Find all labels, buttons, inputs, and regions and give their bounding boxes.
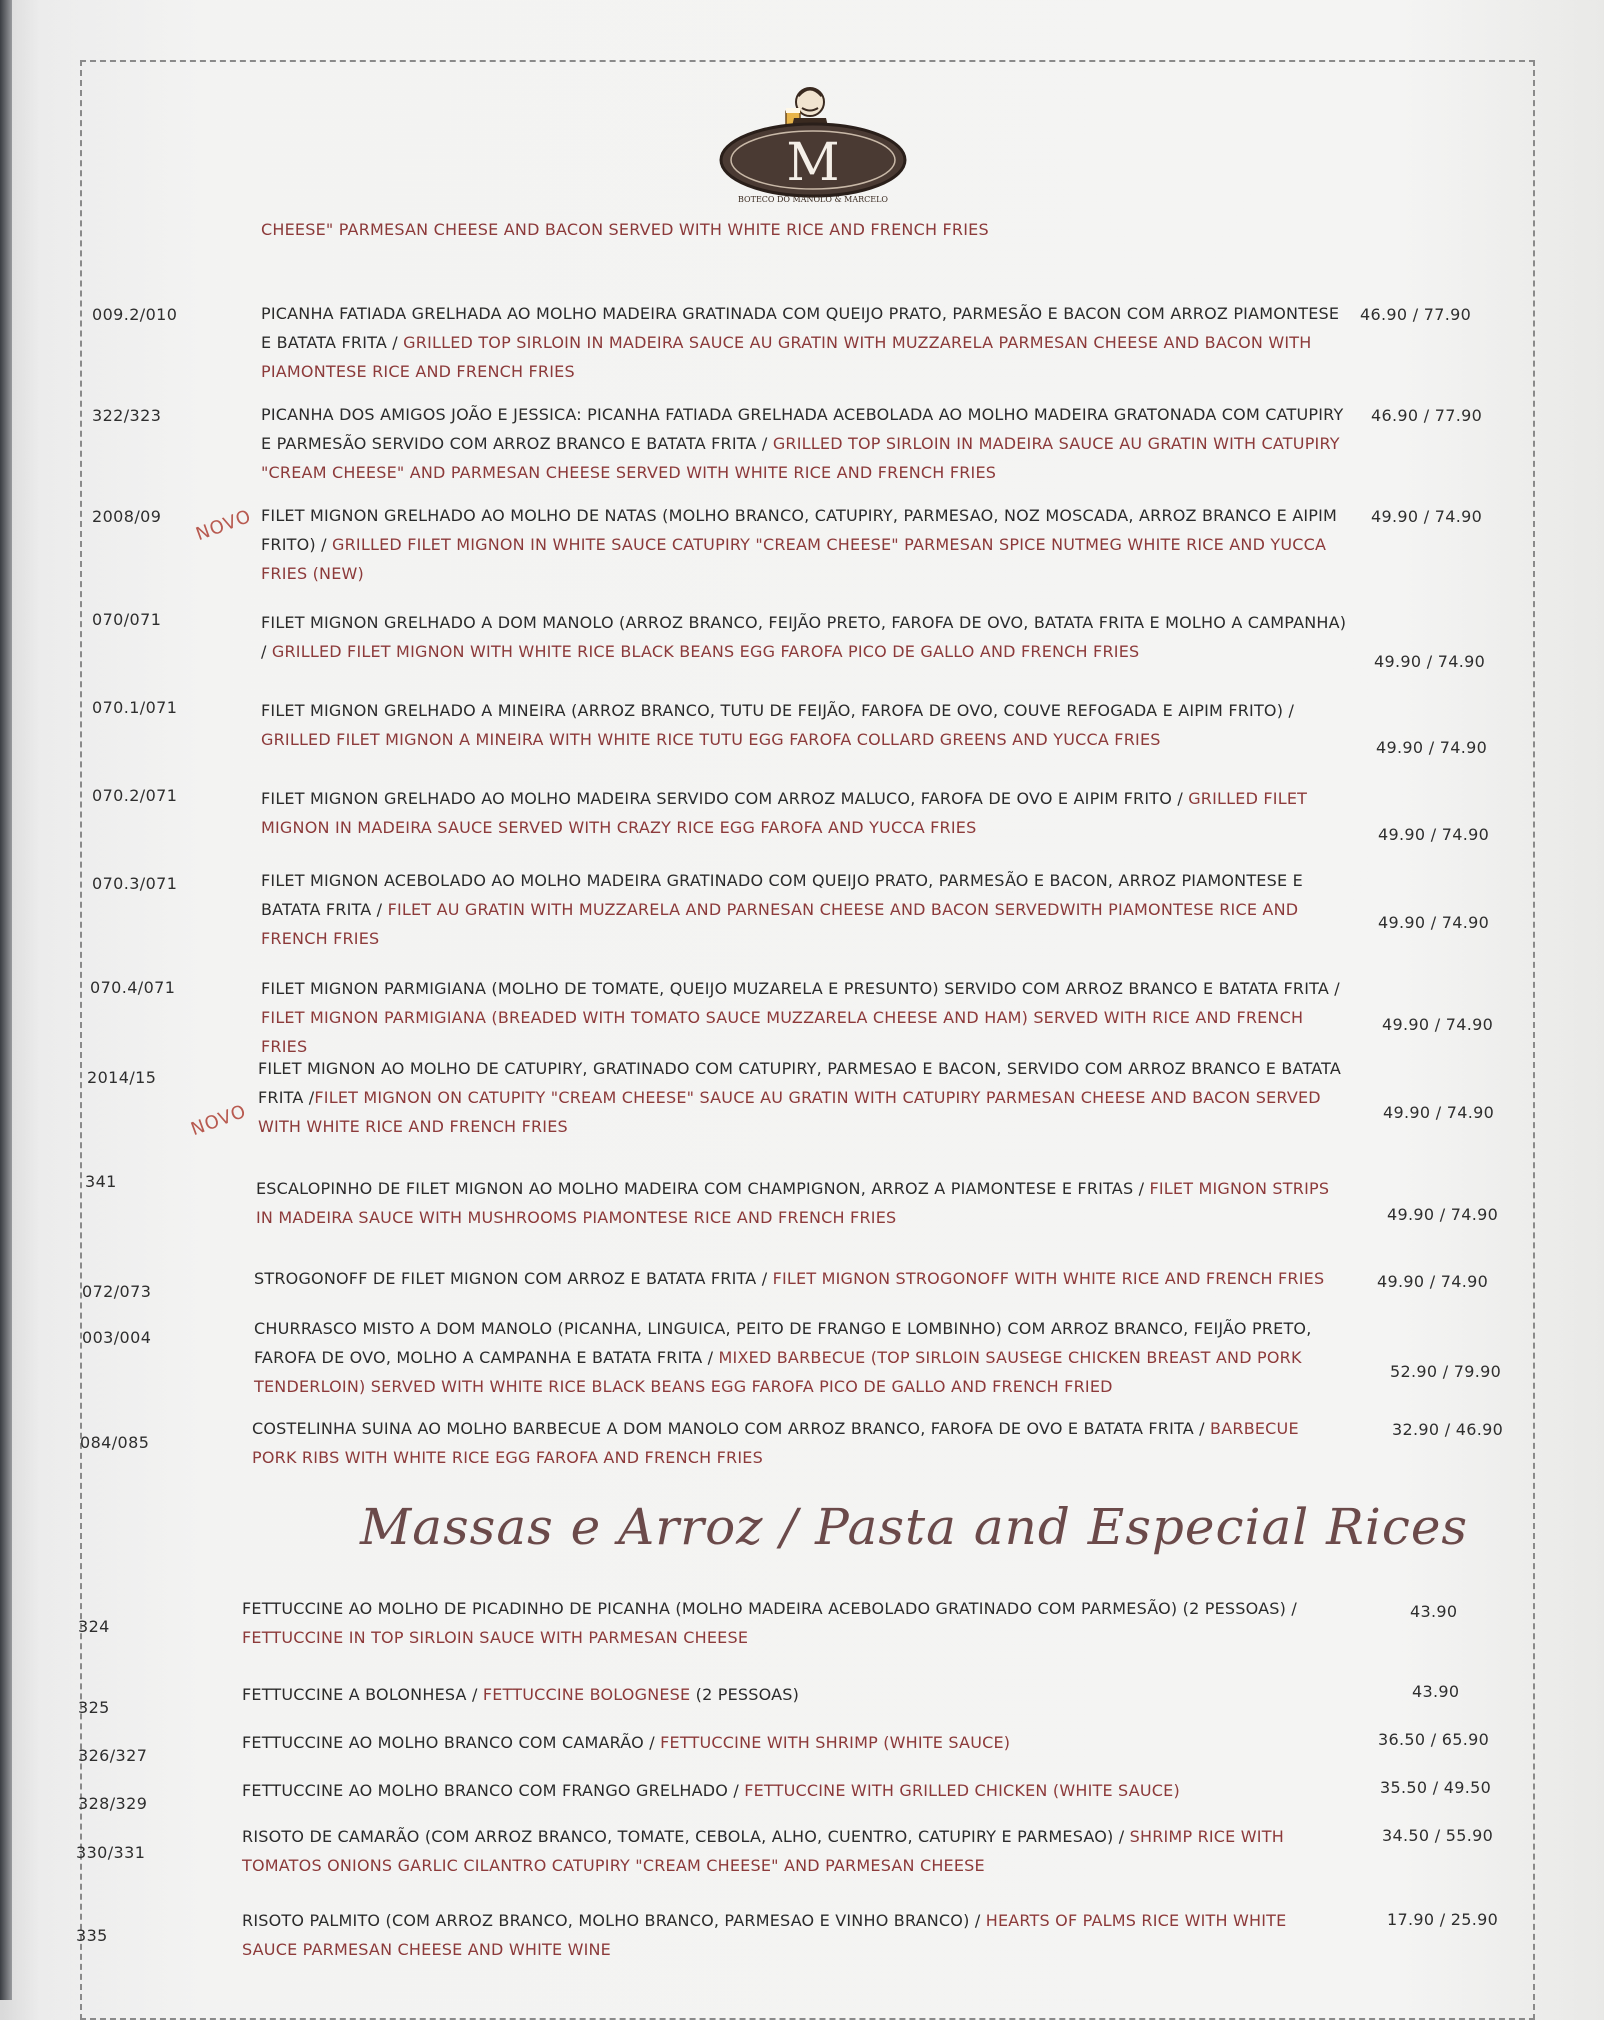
item-description-en: FILET AU GRATIN WITH MUZZARELA AND PARNESAN CHEESE AND BACON SERVEDWITH PIAMONTESE RICE AND FRENCH FRIES: [261, 900, 1299, 948]
item-description: [242, 1680, 1332, 1709]
item-price: 34.50 / 55.90: [1382, 1826, 1494, 1845]
item-description-en: HEARTS OF PALMS RICE WITH WHITE SAUCE PARMESAN CHEESE AND WHITE WINE: [242, 1911, 1287, 1959]
continuation-line: CHEESE" PARMESAN CHEESE AND BACON SERVED WITH WHITE RICE AND FRENCH FRIES: [261, 220, 989, 239]
item-description: [242, 1776, 1332, 1805]
item-code: 325: [78, 1698, 110, 1717]
item-description: [261, 400, 1351, 487]
item-price: 49.90 / 74.90: [1371, 507, 1483, 526]
item-description: [261, 974, 1351, 1061]
item-description-en: FILET MIGNON ON CATUPITY "CREAM CHEESE" SAUCE AU GRATIN WITH CATUPIRY PARMESAN CHEESE AND BACON SERVED WITH WHITE RICE AND FRENCH FRIES: [258, 1088, 1321, 1136]
item-code: 070.2/071: [92, 786, 178, 805]
item-price: 52.90 / 79.90: [1390, 1362, 1502, 1381]
item-price: 49.90 / 74.90: [1374, 652, 1486, 671]
item-description-pt: FILET MIGNON GRELHADO AO MOLHO DE NATAS (MOLHO BRANCO, CATUPIRY, PARMESAO, NOZ MOSCADA, ARROZ BRANCO E AIPIM FRITO) /: [261, 506, 1338, 554]
item-description: [242, 1906, 1332, 1964]
section-title: Massas e Arroz / Pasta and Especial Rices: [360, 1498, 1469, 1556]
item-code: 324: [78, 1617, 110, 1636]
item-description-pt: FETTUCCINE AO MOLHO BRANCO COM FRANGO GRELHADO /: [242, 1781, 739, 1800]
item-description-en: FETTUCCINE IN TOP SIRLOIN SAUCE WITH PARMESAN CHEESE: [242, 1628, 749, 1647]
item-description-en: FILET MIGNON PARMIGIANA (BREADED WITH TOMATO SAUCE MUZZARELA CHEESE AND HAM) SERVED WITH RICE AND FRENCH FRIES: [261, 1008, 1304, 1056]
item-description-en: FILET MIGNON STRIPS IN MADEIRA SAUCE WITH MUSHROOMS PIAMONTESE RICE AND FRENCH FRIES: [256, 1179, 1330, 1227]
item-description-en: MIXED BARBECUE (TOP SIRLOIN SAUSEGE CHICKEN BREAST AND PORK TENDERLOIN) SERVED WITH WHITE RICE BLACK BEANS EGG FAROFA PICO DE GALLO AND FRENCH FRIED: [254, 1348, 1302, 1396]
item-description-pt: FETTUCCINE A BOLONHESA /: [242, 1685, 478, 1704]
item-code: 326/327: [78, 1746, 148, 1765]
item-price: 49.90 / 74.90: [1378, 913, 1490, 932]
item-description-pt: FETTUCCINE AO MOLHO DE PICADINHO DE PICANHA (MOLHO MADEIRA ACEBOLADO GRATINADO COM PARMESÃO) (2 PESSOAS) /: [242, 1599, 1297, 1618]
novo-badge: NOVO: [188, 1100, 250, 1141]
item-code: 070.1/071: [92, 698, 178, 717]
item-description-en: SHRIMP RICE WITH TOMATOS ONIONS GARLIC CILANTRO CATUPIRY "CREAM CHEESE" AND PARMESAN CHEESE: [242, 1827, 1284, 1875]
item-description: [258, 1054, 1348, 1141]
item-description-pt: FILET MIGNON ACEBOLADO AO MOLHO MADEIRA GRATINADO COM QUEIJO PRATO, PARMESÃO E BACON, ARROZ PIAMONTESE E BATATA FRITA /: [261, 871, 1303, 919]
item-code: 070.3/071: [92, 874, 178, 893]
item-code: 070/071: [92, 610, 162, 629]
item-price: 49.90 / 74.90: [1383, 1103, 1495, 1122]
item-code: 009.2/010: [92, 305, 178, 324]
item-description-pt: FILET MIGNON PARMIGIANA (MOLHO DE TOMATE, QUEIJO MUZARELA E PRESUNTO) SERVIDO COM ARROZ BRANCO E BATATA FRITA /: [261, 979, 1340, 998]
item-description-pt: PICANHA FATIADA GRELHADA AO MOLHO MADEIRA GRATINADA COM QUEIJO PRATO, PARMESÃO E BACON COM ARROZ PIAMONTESE E BATATA FRITA /: [261, 304, 1340, 352]
item-description: [242, 1822, 1332, 1880]
item-description: [261, 784, 1351, 842]
item-description-pt: FILET MIGNON GRELHADO A DOM MANOLO (ARROZ BRANCO, FEIJÃO PRETO, FAROFA DE OVO, BATATA FRITA E MOLHO A CAMPANHA) /: [261, 613, 1347, 661]
binder-edge: [0, 0, 12, 2000]
item-description-en: GRILLED TOP SIRLOIN IN MADEIRA SAUCE AU GRATIN WITH MUZZARELA PARMESAN CHEESE AND BACON WITH PIAMONTESE RICE AND FRENCH FRIES: [261, 333, 1312, 381]
item-description-pt: FILET MIGNON AO MOLHO DE CATUPIRY, GRATINADO COM CATUPIRY, PARMESAO E BACON, SERVIDO COM ARROZ BRANCO E BATATA FRITA /: [258, 1059, 1341, 1107]
item-description-pt: COSTELINHA SUINA AO MOLHO BARBECUE A DOM MANOLO COM ARROZ BRANCO, FAROFA DE OVO E BATATA FRITA /: [252, 1419, 1205, 1438]
item-code: 2014/15: [87, 1068, 157, 1087]
item-description-pt: CHURRASCO MISTO A DOM MANOLO (PICANHA, LINGUICA, PEITO DE FRANGO E LOMBINHO) COM ARROZ BRANCO, FEIJÃO PRETO, FAROFA DE OVO, MOLHO A CAMPANHA E BATATA FRITA /: [254, 1319, 1312, 1367]
item-description-en: FETTUCCINE BOLOGNESE: [477, 1685, 691, 1704]
item-price: 49.90 / 74.90: [1387, 1205, 1499, 1224]
item-price: 49.90 / 74.90: [1376, 738, 1488, 757]
restaurant-logo: [718, 80, 908, 205]
item-description-pt: PICANHA DOS AMIGOS JOÃO E JESSICA: PICANHA FATIADA GRELHADA ACEBOLADA AO MOLHO MADEIRA GRATONADA COM CATUPIRY E PARMESÃO SERVIDO COM ARROZ BRANCO E BATATA FRITA /: [261, 405, 1344, 453]
item-description: [254, 1314, 1344, 1401]
item-description-pt: STROGONOFF DE FILET MIGNON COM ARROZ E BATATA FRITA /: [254, 1269, 768, 1288]
item-description: [261, 501, 1351, 588]
item-price: 49.90 / 74.90: [1377, 1272, 1489, 1291]
item-price: 46.90 / 77.90: [1371, 406, 1483, 425]
item-code: 330/331: [76, 1843, 146, 1862]
item-description: [256, 1174, 1346, 1232]
item-description-en: GRILLED TOP SIRLOIN IN MADEIRA SAUCE AU GRATIN WITH CATUPIRY "CREAM CHEESE" AND PARMESAN CHEESE SERVED WITH WHITE RICE AND FRENCH FRIES: [261, 434, 1340, 482]
item-description: [261, 866, 1351, 953]
item-description: [242, 1728, 1332, 1757]
item-price: 43.90: [1410, 1602, 1458, 1621]
item-description: [261, 608, 1351, 666]
item-price: 49.90 / 74.90: [1382, 1015, 1494, 1034]
item-description: [261, 696, 1351, 754]
item-description-pt: RISOTO PALMITO (COM ARROZ BRANCO, MOLHO BRANCO, PARMESAO E VINHO BRANCO) /: [242, 1911, 981, 1930]
item-description-en: BARBECUE PORK RIBS WITH WHITE RICE EGG FAROFA AND FRENCH FRIES: [252, 1419, 1299, 1467]
item-code: 070.4/071: [90, 978, 176, 997]
item-code: 084/085: [80, 1433, 150, 1452]
item-code: 072/073: [82, 1282, 152, 1301]
item-description-pt: FILET MIGNON GRELHADO A MINEIRA (ARROZ BRANCO, TUTU DE FEIJÃO, FAROFA DE OVO, COUVE REFOGADA E AIPIM FRITO) /: [261, 701, 1295, 720]
item-description-pt: RISOTO DE CAMARÃO (COM ARROZ BRANCO, TOMATE, CEBOLA, ALHO, CUENTRO, CATUPIRY E PARMESAO) /: [242, 1827, 1125, 1846]
item-description-en: GRILLED FILET MIGNON A MINEIRA WITH WHITE RICE TUTU EGG FAROFA COLLARD GREENS AND YUCCA FRIES: [261, 730, 1161, 749]
item-price: 35.50 / 49.50: [1380, 1778, 1492, 1797]
item-price: 49.90 / 74.90: [1378, 825, 1490, 844]
logo-letter: M: [786, 133, 840, 193]
item-description-en: GRILLED FILET MIGNON IN MADEIRA SAUCE SERVED WITH CRAZY RICE EGG FAROFA AND YUCCA FRIES: [261, 789, 1308, 837]
item-description-pt: ESCALOPINHO DE FILET MIGNON AO MOLHO MADEIRA COM CHAMPIGNON, ARROZ A PIAMONTESE E FRITAS /: [256, 1179, 1145, 1198]
item-price: 46.90 / 77.90: [1360, 305, 1472, 324]
item-description: [261, 299, 1351, 386]
item-description-pt: FILET MIGNON GRELHADO AO MOLHO MADEIRA SERVIDO COM ARROZ MALUCO, FAROFA DE OVO E AIPIM FRITO /: [261, 789, 1183, 808]
item-code: 328/329: [78, 1794, 148, 1813]
item-description-en: FILET MIGNON STROGONOFF WITH WHITE RICE AND FRENCH FRIES: [767, 1269, 1325, 1288]
item-code: 2008/09: [92, 507, 162, 526]
item-code: 322/323: [92, 406, 162, 425]
logo-brand-text: BOTECO DO MANOLO & MARCELO: [738, 195, 888, 204]
item-description-en: GRILLED FILET MIGNON WITH WHITE RICE BLACK BEANS EGG FAROFA PICO DE GALLO AND FRENCH FRIES: [266, 642, 1140, 661]
item-code: 335: [76, 1926, 108, 1945]
item-code: 003/004: [82, 1328, 152, 1347]
item-description: [242, 1594, 1332, 1652]
item-description-pt-suffix: (2 PESSOAS): [690, 1685, 800, 1704]
item-description-en: FETTUCCINE WITH SHRIMP (WHITE SAUCE): [654, 1733, 1011, 1752]
novo-badge: NOVO: [193, 505, 255, 546]
item-price: 17.90 / 25.90: [1387, 1910, 1499, 1929]
item-description: [252, 1414, 1342, 1472]
item-description-pt: FETTUCCINE AO MOLHO BRANCO COM CAMARÃO /: [242, 1733, 655, 1752]
item-description: [254, 1264, 1344, 1293]
item-price: 43.90: [1412, 1682, 1460, 1701]
item-description-en: GRILLED FILET MIGNON IN WHITE SAUCE CATUPIRY "CREAM CHEESE" PARMESAN SPICE NUTMEG WHITE RICE AND YUCCA FRIES (NEW): [261, 535, 1327, 583]
item-price: 32.90 / 46.90: [1392, 1420, 1504, 1439]
item-description-en: FETTUCCINE WITH GRILLED CHICKEN (WHITE SAUCE): [738, 1781, 1180, 1800]
item-price: 36.50 / 65.90: [1378, 1730, 1490, 1749]
item-code: 341: [85, 1172, 117, 1191]
